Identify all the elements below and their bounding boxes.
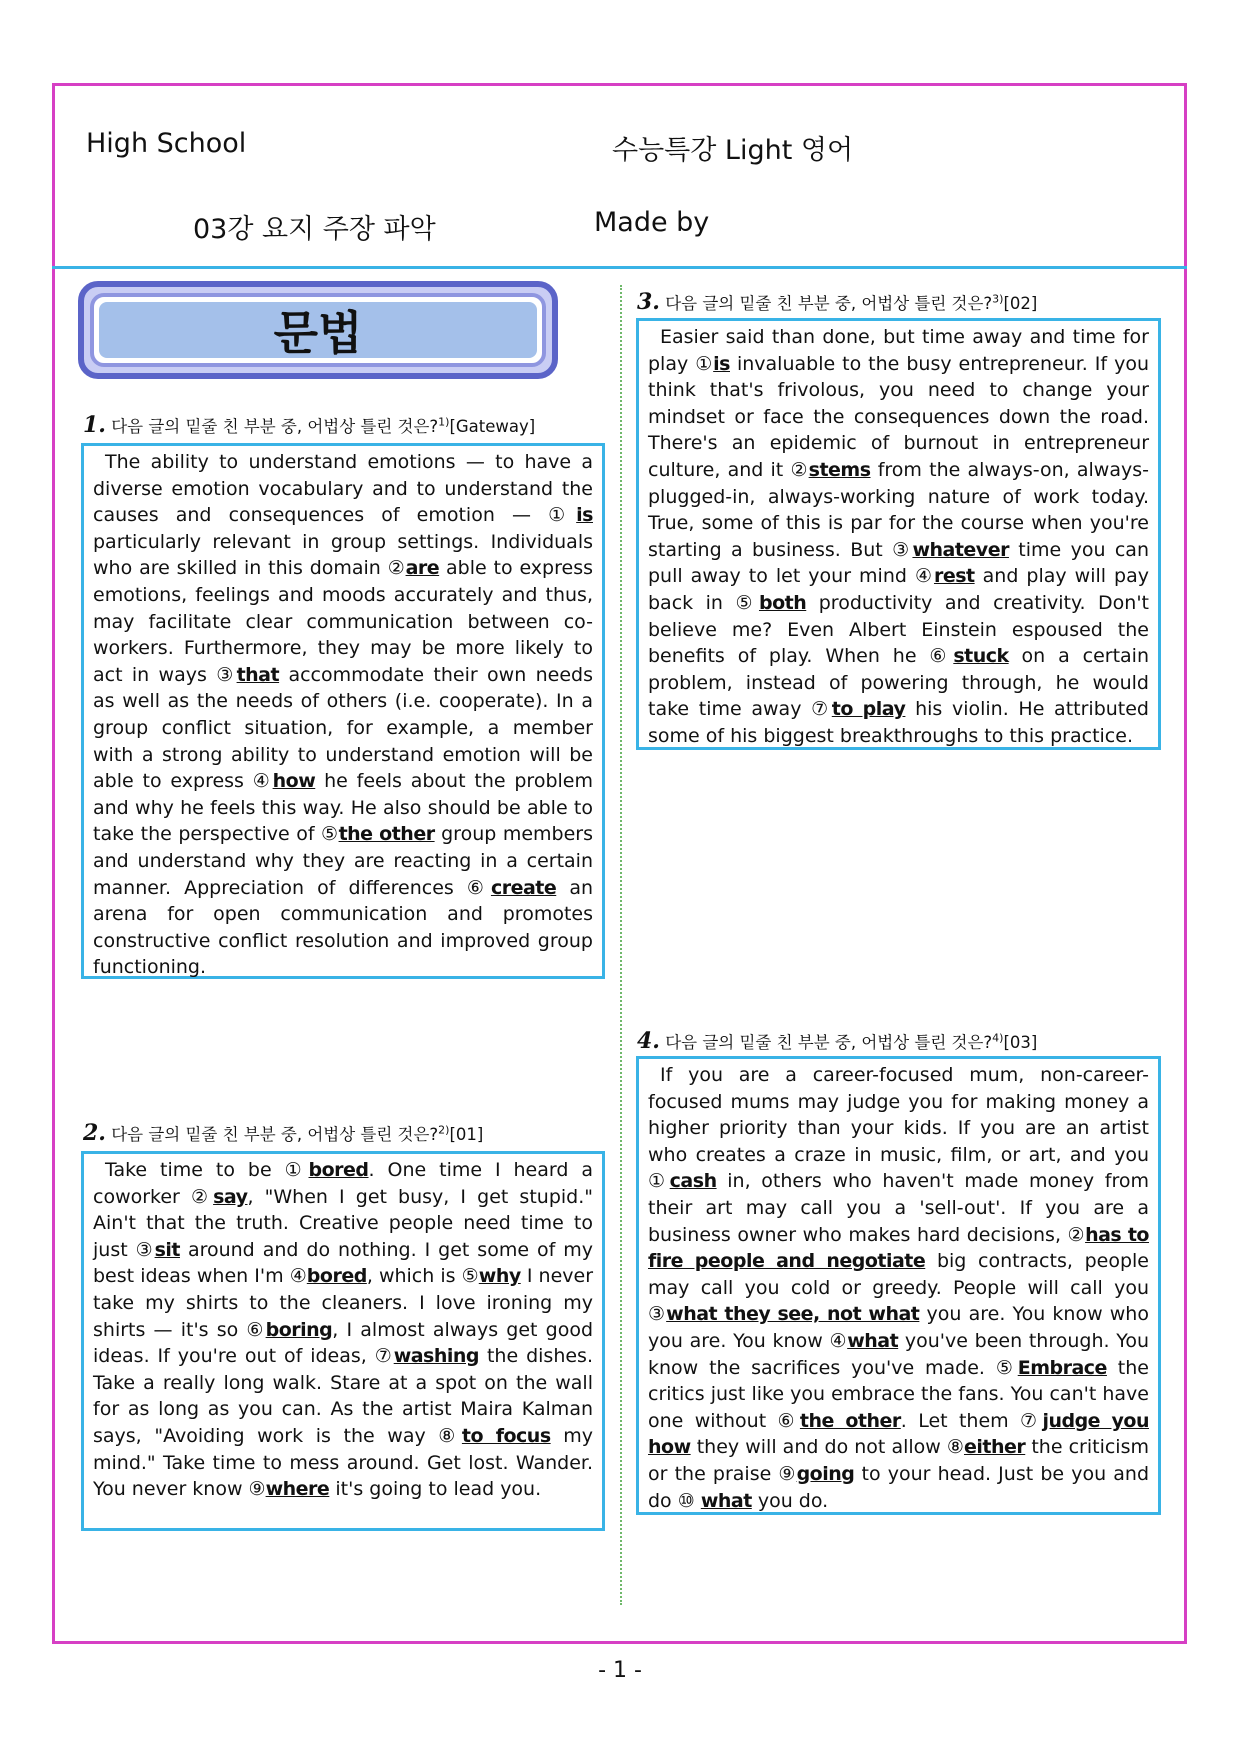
question-1-header [83, 412, 535, 438]
underlined-choice: that [236, 663, 280, 686]
footnote-marker: 2) [438, 1123, 450, 1137]
question-number: 2. [83, 1120, 106, 1146]
passage-text [93, 1157, 593, 1503]
passage-segment: invaluable to the busy entrepreneur. If you think that's frivolous, you need to change your mindset or face the consequences down the road. There's an epidemic of burnout in entrepreneur culture, and it ② [648, 352, 1149, 481]
underlined-choice: how [272, 770, 316, 793]
question-number: 4. [637, 1028, 660, 1054]
passage-segment: to your head. Just be you and do ⑩ [648, 1462, 1150, 1512]
passage-segment: you do. [751, 1489, 829, 1512]
passage-segment: Easier said than done, but time away and time for play ① [648, 326, 1149, 375]
page-number: - 1 - [598, 1658, 642, 1683]
question-prompt: 다음 글의 밑줄 친 부분 중, 어법상 틀린 것은? [665, 1033, 993, 1052]
underlined-choice: either [963, 1436, 1026, 1459]
column-divider [620, 285, 622, 1605]
underlined-choice: the other [799, 1409, 901, 1432]
passage-segment: it's going to lead you. [329, 1478, 542, 1501]
underlined-choice: why [478, 1265, 521, 1288]
section-title-badge [78, 281, 558, 379]
question-4-header [637, 1028, 1037, 1054]
underlined-choice: what they see, not what [666, 1303, 920, 1326]
underlined-choice: are [405, 557, 440, 580]
underlined-choice: bored [308, 1159, 369, 1181]
passage-segment: the criticism or the praise ⑨ [648, 1436, 1149, 1485]
passage-segment: my mind." Take time to mess around. Get lost. Wander. You never know ⑨ [93, 1424, 593, 1501]
underlined-choice: what [847, 1329, 899, 1352]
passage-text [648, 1062, 1149, 1514]
underlined-choice: stuck [953, 645, 1009, 668]
question-2-passage-box [81, 1151, 605, 1531]
underlined-choice: what [700, 1489, 752, 1512]
underlined-choice: is [576, 504, 593, 527]
underlined-choice: to focus [461, 1424, 551, 1447]
textbook-title: 수능특강 Light 영어 [612, 135, 854, 166]
passage-segment: the critics just like you embrace the fans. You can't have one without ⑥ [648, 1356, 1149, 1432]
underlined-choice: to play [831, 698, 906, 721]
passage-segment: around and do nothing. I get some of my best ideas when I'm ④ [93, 1238, 593, 1288]
underlined-choice: boring [265, 1318, 333, 1341]
passage-segment: and play will pay back in ⑤ [648, 565, 1149, 614]
passage-segment: an arena for open communication and promotes constructive conflict resolution and improved group functioning. [93, 876, 594, 979]
passage-segment: . One time I heard a coworker ② [93, 1159, 593, 1208]
passage-segment: you've been through. You know the sacrifices you've made. ⑤ [648, 1329, 1150, 1379]
footnote-marker: 1) [438, 415, 450, 429]
passage-segment: , which is ⑤ [366, 1265, 479, 1288]
underlined-choice: rest [933, 565, 975, 588]
question-3-passage-box [636, 318, 1161, 750]
underlined-choice: Embrace [1017, 1356, 1107, 1379]
made-by-label: Made by [594, 207, 710, 238]
passage-segment: from the always-on, always-plugged-in, always-working nature of work today. True, some of this is par for the course when you're starting a business. But ③ [648, 458, 1149, 561]
question-prompt: 다음 글의 밑줄 친 부분 중, 어법상 틀린 것은? [111, 417, 439, 436]
passage-text [648, 324, 1149, 750]
passage-segment: , "When I get busy, I get stupid." Ain't that the truth. Creative people need time to just ③ [93, 1185, 594, 1261]
passage-segment: Take time to be ① [105, 1159, 309, 1181]
passage-segment: his violin. He attributed some of his biggest breakthroughs to this practice. [648, 698, 1149, 747]
section-title: 문법 [99, 302, 537, 358]
question-prompt: 다음 글의 밑줄 친 부분 중, 어법상 틀린 것은? [665, 294, 993, 313]
passage-segment: in, others who haven't made money from their art may call you a 'sell-out'. If you are a business owner who makes hard decisions, ② [648, 1170, 1149, 1246]
question-2-header [83, 1120, 483, 1146]
question-3-header [637, 289, 1037, 315]
underlined-choice: going [796, 1462, 855, 1485]
passage-segment: I never take my shirts to the cleaners. I love ironing my shirts — it's so ⑥ [93, 1265, 594, 1341]
underlined-choice: bored [306, 1265, 367, 1288]
question-prompt: 다음 글의 밑줄 친 부분 중, 어법상 틀린 것은? [111, 1125, 439, 1144]
passage-segment: productivity and creativity. Don't believe me? Even Albert Einstein espoused the benefits of play. When he ⑥ [648, 591, 1149, 668]
question-source: [02] [1003, 294, 1038, 313]
passage-segment: able to express emotions, feelings and moods accurately and thus, may facilitate clear communication between co-workers. Furthermore, they may be more likely to act in ways ③ [93, 557, 593, 686]
passage-segment: The ability to understand emotions — to have a diverse emotion vocabulary and to understand the causes and consequences of emotion — ① [93, 451, 593, 527]
underlined-choice: create [490, 876, 557, 899]
passage-segment: accommodate their own needs as well as the needs of others (i.e. cooperate). In a group conflict situation, for example, a member with a strong ability to understand emotion will be able to express ④ [93, 663, 593, 793]
passage-segment: the dishes. Take a really long walk. Stare at a spot on the wall for as long as you can. As the artist Maira Kalman says, "Avoiding work is the way ⑧ [93, 1345, 594, 1447]
question-4-passage-box [636, 1056, 1161, 1515]
passage-text [93, 449, 593, 981]
passage-segment: particularly relevant in group settings. Individuals who are skilled in this domain ② [93, 530, 593, 580]
passage-segment: on a certain problem, instead of powering through, he would take time away ⑦ [648, 645, 1149, 721]
question-1-passage-box [81, 443, 605, 979]
passage-segment: If you are a career-focused mum, non-career-focused mums may judge you for making money a higher priority than your kids. If you are an artist who creates a craze in music, film, or art, and you ① [648, 1064, 1149, 1193]
question-source: [Gateway] [449, 417, 536, 436]
underlined-choice: is [713, 352, 730, 375]
underlined-choice: sit [154, 1238, 180, 1261]
school-label: High School [86, 128, 247, 159]
passage-segment: time you can pull away to let your mind ④ [648, 538, 1149, 588]
underlined-choice: whatever [912, 538, 1009, 561]
question-source: [03] [1003, 1033, 1038, 1052]
underlined-choice: has to fire people and negotiate [648, 1223, 1149, 1273]
passage-segment: they will and do not allow ⑧ [690, 1436, 964, 1459]
footnote-marker: 3) [992, 292, 1004, 306]
underlined-choice: say [213, 1185, 248, 1208]
passage-segment: you are. You know who you are. You know ④ [648, 1303, 1149, 1352]
passage-segment: . Let them ⑦ [900, 1409, 1043, 1432]
footnote-marker: 4) [992, 1031, 1004, 1045]
question-source: [01] [449, 1125, 484, 1144]
underlined-choice: judge you how [648, 1409, 1149, 1459]
passage-segment: he feels about the problem and why he feels this way. He also should be able to take the perspective of ⑤ [93, 770, 593, 846]
underlined-choice: both [758, 591, 807, 614]
question-number: 3. [637, 289, 660, 315]
underlined-choice: cash [669, 1170, 717, 1193]
underlined-choice: washing [393, 1345, 480, 1368]
question-number: 1. [83, 412, 106, 438]
lesson-title: 03강 요지 주장 파악 [193, 214, 436, 245]
underlined-choice: the other [338, 823, 435, 846]
passage-segment: group members and understand why they are reacting in a certain manner. Appreciation of differences ⑥ [93, 823, 593, 899]
header-divider [52, 266, 1187, 269]
underlined-choice: stems [808, 458, 871, 481]
passage-segment: , I almost always get good ideas. If you're out of ideas, ⑦ [93, 1318, 593, 1368]
underlined-choice: where [265, 1478, 330, 1501]
passage-segment: big contracts, people may call you cold or greedy. People will call you ③ [648, 1250, 1149, 1326]
